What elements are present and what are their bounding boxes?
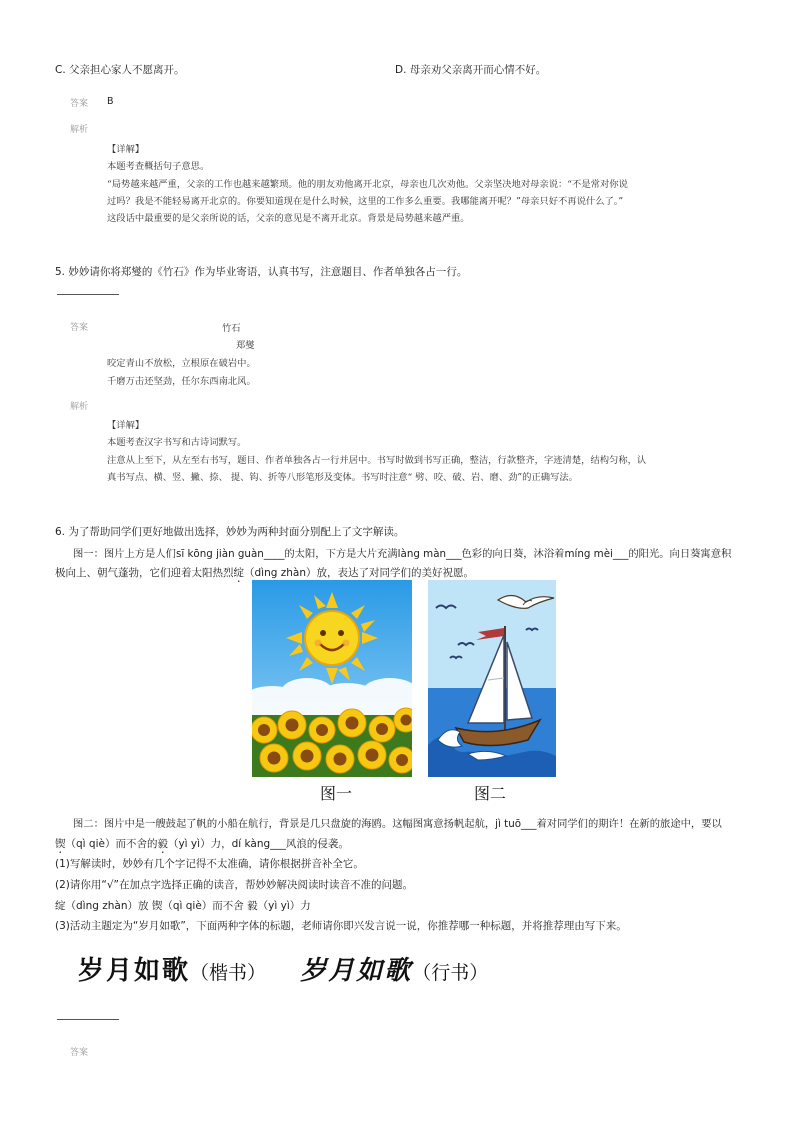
poem-line: 千磨万击还坚劲，任尔东西南北风。: [107, 376, 256, 387]
title-samples: [78, 950, 488, 987]
detail-line: 本题考查汉字书写和古诗词默写。: [107, 437, 247, 448]
title-kaishu-note: （楷书）: [190, 962, 267, 984]
sub-question-2: (2)请你用“√”在加点字选择正确的读音，帮妙妙解决阅读时读音不准的问题。: [55, 879, 413, 891]
option-d: D. 母亲劝父亲离开而心情不好。: [395, 64, 547, 76]
detail-line: 真书写点、横、竖、撇、捺、 提、钩、折等八形笔形及变体。书写时注意“ 劈、咬、破、岩、磨、劲”的正确写法。: [107, 472, 578, 483]
figure1-text: 图一：图片上方是人们sī kōng jiàn guàn____的太阳，下方是大片充满làng màn___色彩的向日葵，沐浴着míng mèi___的阳光。向日葵寓意积: [73, 548, 732, 560]
detail-line: 过吗？我是不能轻易离开北京的。你要知道现在是什么时候，这里的工作多么重要。我哪能离开呢？”母亲只好不再说什么了。”: [107, 196, 624, 207]
detail-line: 这段话中最重要的是父亲所说的话，父亲的意见是不离开北京。背景是局势越来越严重。: [107, 213, 470, 224]
dotted-char: 毅: [157, 838, 168, 850]
detail-head: 【详解】: [107, 144, 145, 155]
question-6: 6. 为了帮助同学们更好地做出选择，妙妙为两种封面分别配上了文字解读。: [55, 526, 405, 538]
figure1-caption: 图一: [320, 784, 353, 803]
sub-question-1: (1)写解读时，妙妙有几个字记得不太准确，请你根据拼音补全它。: [55, 858, 364, 870]
detail-head: 【详解】: [107, 420, 145, 431]
poem-title: 竹石: [222, 323, 241, 334]
text: （qì qiè）而不舍的: [65, 838, 158, 850]
title-xingshu-note: （行书）: [412, 962, 489, 984]
poem-line: 咬定青山不放松，立根原在破岩中。: [107, 358, 256, 369]
figure2-caption: 图二: [474, 784, 507, 803]
sailboat-image: [428, 580, 556, 777]
detail-line: “局势越来越严重，父亲的工作也越来越繁琐。他的朋友劝他离开北京，母亲也几次劝他。父亲坚决地对母亲说：“不是常对你说: [107, 179, 628, 190]
answer-value: B: [107, 96, 114, 107]
answer-label: 答案: [70, 323, 89, 333]
analysis-label: 解析: [70, 125, 89, 135]
question-5: 5. 妙妙请你将郑燮的《竹石》作为毕业寄语，认真书写，注意题目、作者单独各占一行。: [55, 266, 468, 278]
figure2-text-cont: [55, 836, 349, 856]
sun: [305, 611, 359, 665]
dotted-char: 绽: [233, 567, 244, 579]
answer-blank-line: [57, 1019, 119, 1020]
analysis-label: 解析: [70, 402, 89, 412]
text: （dìng zhàn）放，表达了对同学们的美好祝愿。: [244, 567, 474, 579]
title-kaishu: 岁月如歌: [78, 956, 191, 986]
dotted-char: 锲: [55, 838, 66, 850]
text: （yì yì）力，dí kàng___风浪的侵袭。: [167, 838, 349, 850]
poem-author: 郑燮: [236, 340, 255, 351]
figure2-text: 图二：图片中是一艘鼓起了帆的小船在航行，背景是几只盘旋的海鸥。这幅图寓意扬帆起航，jì tuō___着对同学们的期许！在新的旅途中，要以: [73, 818, 722, 830]
detail-line: 本题考查概括句子意思。: [107, 161, 210, 172]
pinyin-choices: 绽（dìng zhàn）放 锲（qì qiè）而不舍 毅（yì yì）力: [55, 900, 311, 912]
detail-line: 注意从上至下，从左至右书写，题目、作者单独各占一行并居中。书写时做到书写正确，整洁，行款整齐，字迹清楚，结构匀称，认: [107, 455, 647, 466]
answer-label: 答案: [70, 99, 89, 109]
answer-blank-line: [57, 294, 119, 295]
answer-label: 答案: [70, 1048, 89, 1058]
sunflower-image: [252, 580, 412, 777]
sub-question-3: (3)活动主题定为“岁月如歌”，下面两种字体的标题，老师请你即兴发言说一说，你推荐哪一种标题，并将推荐理由写下来。: [55, 920, 627, 932]
title-xingshu: 岁月如歌: [300, 956, 413, 986]
option-c: C. 父亲担心家人不愿离开。: [55, 64, 185, 76]
text: 极向上、朝气蓬勃，它们迎着太阳热烈: [55, 567, 234, 579]
